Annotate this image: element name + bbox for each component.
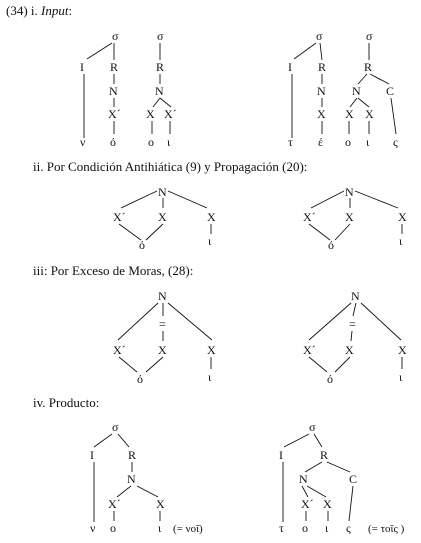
sigma-node: σ <box>309 420 316 434</box>
sigma-node: σ <box>112 29 119 43</box>
segment: ι <box>208 234 212 248</box>
nucleus-node: N <box>299 472 308 486</box>
sigma-node: σ <box>366 29 373 43</box>
product-gloss: (= νοῖ) <box>173 523 203 535</box>
segment: ν <box>80 135 86 149</box>
segment: τ <box>279 521 284 535</box>
segment: ι <box>399 370 403 384</box>
sigma-node: σ <box>157 29 164 43</box>
onset-node: I <box>90 448 94 462</box>
nucleus-node: N <box>317 84 326 98</box>
timing-slot: X´ <box>164 107 177 121</box>
segment: ν <box>90 521 96 535</box>
nucleus-node: N <box>158 185 167 199</box>
timing-slot: X <box>398 210 407 224</box>
nucleus-node: N <box>351 289 360 303</box>
delinking-mark: = <box>349 317 356 331</box>
timing-slot: X´ <box>113 343 126 357</box>
timing-slot: X <box>345 107 354 121</box>
heading-input: (34) i. Input: <box>6 3 73 18</box>
segment: ι <box>208 370 212 384</box>
timing-slot: X <box>207 210 216 224</box>
rhyme-node: R <box>364 60 373 74</box>
timing-slot: X <box>323 497 332 511</box>
sigma-node: σ <box>316 29 323 43</box>
timing-slot: X´ <box>108 107 121 121</box>
segment: ι <box>167 135 171 149</box>
input-tree-right <box>288 29 398 149</box>
coda-node: C <box>349 472 358 486</box>
onset-node: I <box>80 60 84 74</box>
timing-slot: X <box>317 107 326 121</box>
segment: ό <box>328 238 334 252</box>
heading-product: iv. Producto: <box>33 395 100 410</box>
rhyme-node: R <box>128 448 137 462</box>
nucleus-node: N <box>109 84 118 98</box>
timing-slot: X´ <box>303 210 316 224</box>
segment: ς <box>393 135 398 149</box>
nucleus-node: N <box>155 84 164 98</box>
segment: ο <box>302 521 308 535</box>
segment: ό <box>137 372 143 386</box>
segment: ό <box>327 372 333 386</box>
rhyme-node: R <box>110 60 119 74</box>
segment: ό <box>139 238 145 252</box>
heading-mora-excess: iii: Por Exceso de Moras, (28): <box>33 263 194 278</box>
segment: ο <box>110 521 116 535</box>
segment: τ <box>288 135 293 149</box>
segment: ς <box>346 521 351 535</box>
timing-slot: X <box>146 107 155 121</box>
segment: ό <box>110 135 116 149</box>
timing-slot: X <box>158 343 167 357</box>
coda-node: C <box>386 84 395 98</box>
rhyme-node: R <box>320 448 329 462</box>
segment: ο <box>345 135 351 149</box>
timing-slot: X´ <box>108 497 121 511</box>
timing-slot: X <box>207 343 216 357</box>
segment: ι <box>399 234 403 248</box>
nucleus-node: N <box>352 84 361 98</box>
product-tree-right <box>279 420 405 535</box>
timing-slot: X´ <box>113 210 126 224</box>
timing-slot: X <box>365 107 374 121</box>
segment: ι <box>366 135 370 149</box>
product-gloss: (= τοῖς ) <box>368 523 405 535</box>
segment: ο <box>148 135 154 149</box>
onset-node: I <box>288 60 292 74</box>
nucleus-node: N <box>127 472 136 486</box>
nucleus-node: N <box>345 185 354 199</box>
delinking-mark: = <box>159 317 166 331</box>
timing-slot: X <box>345 343 354 357</box>
rhyme-node: R <box>156 60 165 74</box>
mora-excess-tree-right <box>303 289 407 386</box>
timing-slot: X <box>398 343 407 357</box>
rhyme-node: R <box>318 60 327 74</box>
heading-antihiatic-propagation: ii. Por Condición Antihiática (9) y Propagación (20): <box>33 159 308 174</box>
antihiatic-tree-right <box>303 185 407 252</box>
input-tree-left <box>80 29 177 149</box>
mora-excess-tree-left <box>113 289 216 386</box>
timing-slot: X <box>156 497 165 511</box>
segment: έ <box>318 135 324 149</box>
product-tree-left <box>90 420 203 535</box>
timing-slot: X´ <box>303 343 316 357</box>
nucleus-node: N <box>158 289 167 303</box>
segment: ι <box>325 521 329 535</box>
segment: ι <box>158 521 162 535</box>
timing-slot: X´ <box>301 497 314 511</box>
antihiatic-tree-left <box>113 185 216 252</box>
sigma-node: σ <box>112 420 119 434</box>
timing-slot: X <box>345 210 354 224</box>
timing-slot: X <box>158 210 167 224</box>
onset-node: I <box>279 448 283 462</box>
